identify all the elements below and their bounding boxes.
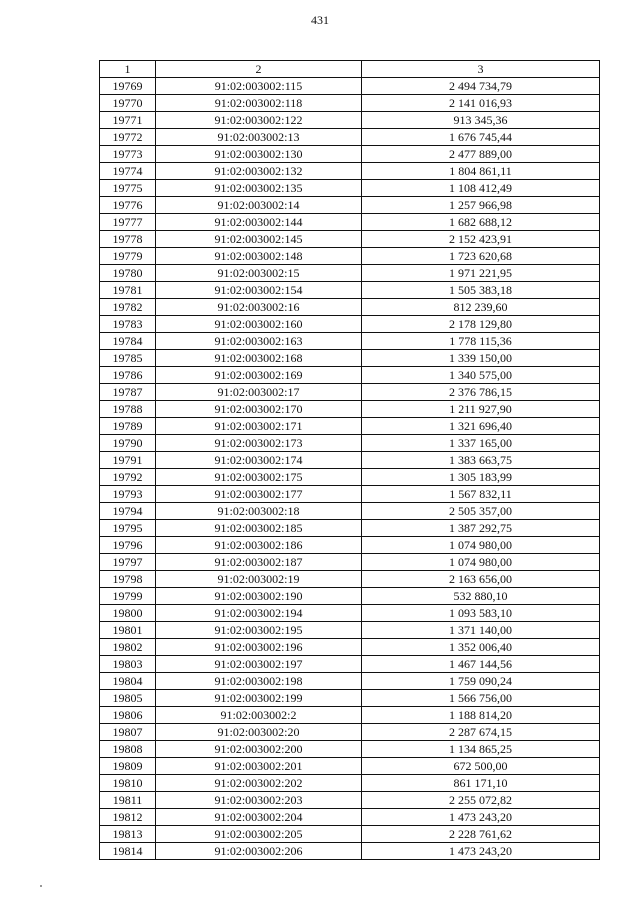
table-row <box>100 214 600 231</box>
value-cell: 913 345,36 <box>362 112 600 129</box>
table-row <box>100 622 600 639</box>
table-row <box>100 469 600 486</box>
row-number-cell: 19786 <box>100 367 156 384</box>
cadastral-number-cell: 91:02:003002:203 <box>156 792 362 809</box>
table-row <box>100 350 600 367</box>
header-col-1: 1 <box>100 61 156 78</box>
cadastral-number-cell: 91:02:003002:132 <box>156 163 362 180</box>
table-row <box>100 282 600 299</box>
value-cell: 1 257 966,98 <box>362 197 600 214</box>
cadastral-number-cell: 91:02:003002:20 <box>156 724 362 741</box>
table-row <box>100 180 600 197</box>
table-row <box>100 503 600 520</box>
row-number-cell: 19792 <box>100 469 156 486</box>
row-number-cell: 19773 <box>100 146 156 163</box>
value-cell: 1 778 115,36 <box>362 333 600 350</box>
table-row <box>100 554 600 571</box>
table-row <box>100 248 600 265</box>
value-cell: 1 473 243,20 <box>362 809 600 826</box>
table-row <box>100 146 600 163</box>
cadastral-number-cell: 91:02:003002:169 <box>156 367 362 384</box>
value-cell: 861 171,10 <box>362 775 600 792</box>
table-row <box>100 537 600 554</box>
value-cell: 2 505 357,00 <box>362 503 600 520</box>
value-cell: 1 339 150,00 <box>362 350 600 367</box>
cadastral-number-cell: 91:02:003002:199 <box>156 690 362 707</box>
row-number-cell: 19776 <box>100 197 156 214</box>
row-number-cell: 19779 <box>100 248 156 265</box>
table-row <box>100 401 600 418</box>
row-number-cell: 19784 <box>100 333 156 350</box>
table-row <box>100 792 600 809</box>
value-cell: 532 880,10 <box>362 588 600 605</box>
row-number-cell: 19813 <box>100 826 156 843</box>
cadastral-number-cell: 91:02:003002:163 <box>156 333 362 350</box>
value-cell: 2 141 016,93 <box>362 95 600 112</box>
value-cell: 1 723 620,68 <box>362 248 600 265</box>
row-number-cell: 19797 <box>100 554 156 571</box>
value-cell: 1 383 663,75 <box>362 452 600 469</box>
cadastral-number-cell: 91:02:003002:122 <box>156 112 362 129</box>
row-number-cell: 19802 <box>100 639 156 656</box>
cadastral-number-cell: 91:02:003002:202 <box>156 775 362 792</box>
cadastral-number-cell: 91:02:003002:15 <box>156 265 362 282</box>
value-cell: 1 188 814,20 <box>362 707 600 724</box>
cadastral-number-cell: 91:02:003002:118 <box>156 95 362 112</box>
value-cell: 812 239,60 <box>362 299 600 316</box>
cadastral-number-cell: 91:02:003002:205 <box>156 826 362 843</box>
row-number-cell: 19807 <box>100 724 156 741</box>
table-body <box>100 78 600 860</box>
value-cell: 1 759 090,24 <box>362 673 600 690</box>
value-cell: 672 500,00 <box>362 758 600 775</box>
row-number-cell: 19783 <box>100 316 156 333</box>
row-number-cell: 19774 <box>100 163 156 180</box>
value-cell: 1 305 183,99 <box>362 469 600 486</box>
cadastral-number-cell: 91:02:003002:195 <box>156 622 362 639</box>
table-row <box>100 333 600 350</box>
table-row <box>100 843 600 860</box>
value-cell: 1 505 383,18 <box>362 282 600 299</box>
cadastral-number-cell: 91:02:003002:173 <box>156 435 362 452</box>
value-cell: 2 255 072,82 <box>362 792 600 809</box>
table-row <box>100 605 600 622</box>
row-number-cell: 19804 <box>100 673 156 690</box>
cadastral-number-cell: 91:02:003002:13 <box>156 129 362 146</box>
cadastral-number-cell: 91:02:003002:186 <box>156 537 362 554</box>
row-number-cell: 19789 <box>100 418 156 435</box>
cadastral-number-cell: 91:02:003002:2 <box>156 707 362 724</box>
table-row <box>100 163 600 180</box>
table-row <box>100 384 600 401</box>
row-number-cell: 19793 <box>100 486 156 503</box>
row-number-cell: 19811 <box>100 792 156 809</box>
row-number-cell: 19782 <box>100 299 156 316</box>
row-number-cell: 19775 <box>100 180 156 197</box>
row-number-cell: 19785 <box>100 350 156 367</box>
cadastral-number-cell: 91:02:003002:154 <box>156 282 362 299</box>
cadastral-number-cell: 91:02:003002:177 <box>156 486 362 503</box>
value-cell: 1 074 980,00 <box>362 554 600 571</box>
row-number-cell: 19795 <box>100 520 156 537</box>
value-cell: 1 971 221,95 <box>362 265 600 282</box>
row-number-cell: 19781 <box>100 282 156 299</box>
value-cell: 2 376 786,15 <box>362 384 600 401</box>
row-number-cell: 19796 <box>100 537 156 554</box>
value-cell: 1 352 006,40 <box>362 639 600 656</box>
cadastral-number-cell: 91:02:003002:16 <box>156 299 362 316</box>
value-cell: 1 074 980,00 <box>362 537 600 554</box>
cadastral-number-cell: 91:02:003002:160 <box>156 316 362 333</box>
table-row <box>100 299 600 316</box>
cadastral-number-cell: 91:02:003002:170 <box>156 401 362 418</box>
value-cell: 1 473 243,20 <box>362 843 600 860</box>
table-row <box>100 316 600 333</box>
row-number-cell: 19812 <box>100 809 156 826</box>
table-row <box>100 231 600 248</box>
table-row <box>100 673 600 690</box>
row-number-cell: 19808 <box>100 741 156 758</box>
cadastral-number-cell: 91:02:003002:204 <box>156 809 362 826</box>
row-number-cell: 19777 <box>100 214 156 231</box>
value-cell: 1 340 575,00 <box>362 367 600 384</box>
row-number-cell: 19787 <box>100 384 156 401</box>
cadastral-number-cell: 91:02:003002:14 <box>156 197 362 214</box>
table-row <box>100 639 600 656</box>
cadastral-number-cell: 91:02:003002:145 <box>156 231 362 248</box>
cadastral-number-cell: 91:02:003002:200 <box>156 741 362 758</box>
cadastral-number-cell: 91:02:003002:130 <box>156 146 362 163</box>
value-cell: 1 108 412,49 <box>362 180 600 197</box>
header-col-2: 2 <box>156 61 362 78</box>
row-number-cell: 19801 <box>100 622 156 639</box>
page-number: 431 <box>311 13 329 27</box>
value-cell: 2 494 734,79 <box>362 78 600 95</box>
value-cell: 1 467 144,56 <box>362 656 600 673</box>
cadastral-number-cell: 91:02:003002:190 <box>156 588 362 605</box>
row-number-cell: 19770 <box>100 95 156 112</box>
row-number-cell: 19771 <box>100 112 156 129</box>
row-number-cell: 19794 <box>100 503 156 520</box>
value-cell: 1 321 696,40 <box>362 418 600 435</box>
scan-speck <box>40 885 42 887</box>
value-cell: 1 804 861,11 <box>362 163 600 180</box>
cadastral-number-cell: 91:02:003002:201 <box>156 758 362 775</box>
row-number-cell: 19788 <box>100 401 156 418</box>
table-row <box>100 690 600 707</box>
value-cell: 1 676 745,44 <box>362 129 600 146</box>
table-row <box>100 418 600 435</box>
table-row <box>100 197 600 214</box>
table-row <box>100 724 600 741</box>
value-cell: 1 211 927,90 <box>362 401 600 418</box>
row-number-cell: 19780 <box>100 265 156 282</box>
table-row <box>100 78 600 95</box>
value-cell: 1 371 140,00 <box>362 622 600 639</box>
row-number-cell: 19805 <box>100 690 156 707</box>
value-cell: 1 567 832,11 <box>362 486 600 503</box>
row-number-cell: 19803 <box>100 656 156 673</box>
row-number-cell: 19798 <box>100 571 156 588</box>
table-row <box>100 588 600 605</box>
table-row <box>100 758 600 775</box>
value-cell: 2 228 761,62 <box>362 826 600 843</box>
table-row <box>100 656 600 673</box>
value-cell: 1 682 688,12 <box>362 214 600 231</box>
table-row <box>100 112 600 129</box>
row-number-cell: 19799 <box>100 588 156 605</box>
cadastral-number-cell: 91:02:003002:187 <box>156 554 362 571</box>
cadastral-number-cell: 91:02:003002:18 <box>156 503 362 520</box>
table-row <box>100 707 600 724</box>
value-cell: 2 163 656,00 <box>362 571 600 588</box>
cadastral-number-cell: 91:02:003002:115 <box>156 78 362 95</box>
row-number-cell: 19769 <box>100 78 156 95</box>
header-col-3: 3 <box>362 61 600 78</box>
table-row <box>100 826 600 843</box>
row-number-cell: 19791 <box>100 452 156 469</box>
value-cell: 2 477 889,00 <box>362 146 600 163</box>
cadastral-number-cell: 91:02:003002:198 <box>156 673 362 690</box>
cadastral-number-cell: 91:02:003002:19 <box>156 571 362 588</box>
table-row <box>100 435 600 452</box>
cadastral-number-cell: 91:02:003002:206 <box>156 843 362 860</box>
row-number-cell: 19790 <box>100 435 156 452</box>
row-number-cell: 19814 <box>100 843 156 860</box>
table-header-row <box>100 61 600 78</box>
cadastral-number-cell: 91:02:003002:185 <box>156 520 362 537</box>
registry-table <box>99 60 600 860</box>
cadastral-number-cell: 91:02:003002:148 <box>156 248 362 265</box>
cadastral-number-cell: 91:02:003002:144 <box>156 214 362 231</box>
table-row <box>100 741 600 758</box>
cadastral-number-cell: 91:02:003002:168 <box>156 350 362 367</box>
value-cell: 2 152 423,91 <box>362 231 600 248</box>
row-number-cell: 19772 <box>100 129 156 146</box>
table-row <box>100 265 600 282</box>
cadastral-number-cell: 91:02:003002:196 <box>156 639 362 656</box>
cadastral-number-cell: 91:02:003002:197 <box>156 656 362 673</box>
row-number-cell: 19809 <box>100 758 156 775</box>
cadastral-number-cell: 91:02:003002:17 <box>156 384 362 401</box>
value-cell: 1 387 292,75 <box>362 520 600 537</box>
cadastral-number-cell: 91:02:003002:135 <box>156 180 362 197</box>
cadastral-number-cell: 91:02:003002:194 <box>156 605 362 622</box>
value-cell: 2 178 129,80 <box>362 316 600 333</box>
cadastral-number-cell: 91:02:003002:174 <box>156 452 362 469</box>
cadastral-number-cell: 91:02:003002:175 <box>156 469 362 486</box>
table-row <box>100 452 600 469</box>
row-number-cell: 19810 <box>100 775 156 792</box>
row-number-cell: 19800 <box>100 605 156 622</box>
table-row <box>100 367 600 384</box>
table-row <box>100 775 600 792</box>
value-cell: 2 287 674,15 <box>362 724 600 741</box>
table-row <box>100 129 600 146</box>
value-cell: 1 566 756,00 <box>362 690 600 707</box>
row-number-cell: 19778 <box>100 231 156 248</box>
table-row <box>100 809 600 826</box>
cadastral-number-cell: 91:02:003002:171 <box>156 418 362 435</box>
row-number-cell: 19806 <box>100 707 156 724</box>
table-row <box>100 486 600 503</box>
value-cell: 1 093 583,10 <box>362 605 600 622</box>
value-cell: 1 134 865,25 <box>362 741 600 758</box>
table-row <box>100 520 600 537</box>
value-cell: 1 337 165,00 <box>362 435 600 452</box>
table-row <box>100 95 600 112</box>
table-row <box>100 571 600 588</box>
